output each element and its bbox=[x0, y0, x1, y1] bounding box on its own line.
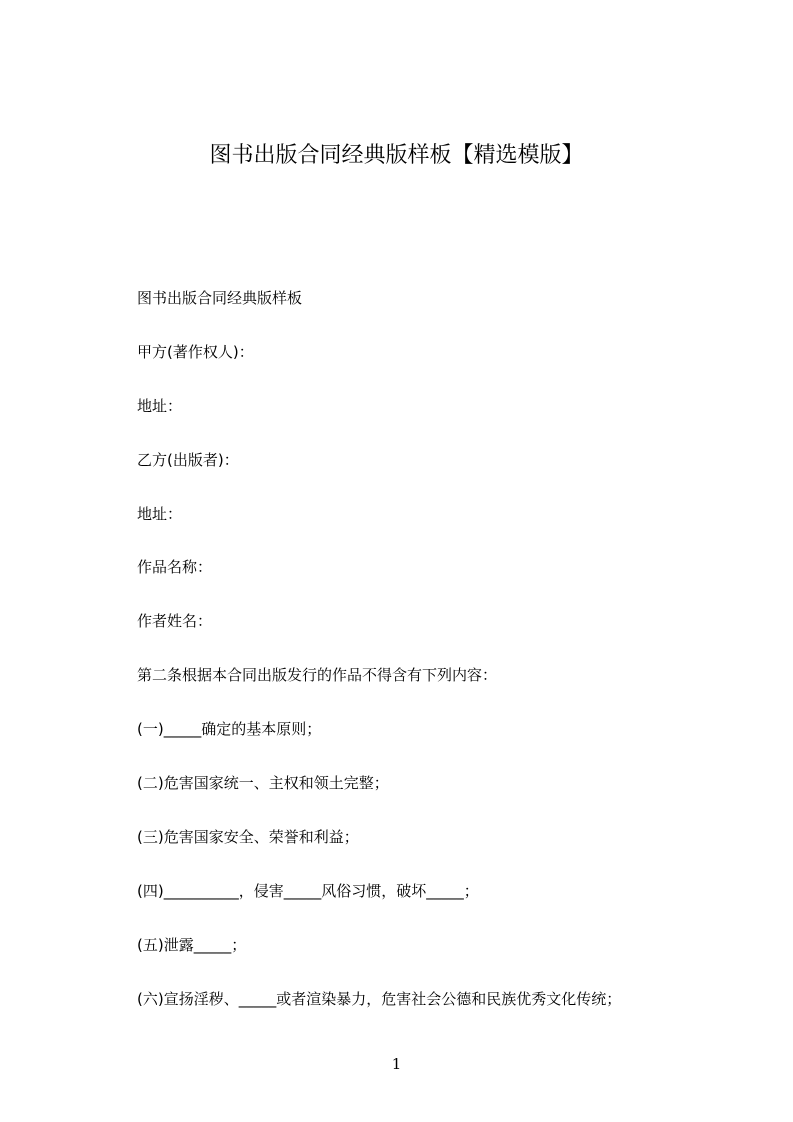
clause-item: (一)_____确定的基本原则； bbox=[137, 720, 322, 739]
article-two-heading: 第二条根据本合同出版发行的作品不得含有下列内容： bbox=[137, 666, 498, 685]
clause-item: (二)危害国家统一、主权和领土完整； bbox=[137, 774, 389, 793]
party-b-field: 乙方(出版者)： bbox=[137, 450, 239, 469]
party-a-address-field: 地址： bbox=[137, 396, 183, 415]
page-number: 1 bbox=[391, 1055, 402, 1073]
party-b-address-field: 地址： bbox=[137, 504, 183, 523]
author-name-field: 作者姓名： bbox=[137, 612, 213, 631]
document-body bbox=[137, 288, 677, 1042]
contract-subtitle: 图书出版合同经典版样板 bbox=[137, 289, 303, 307]
clause-item: (四)__________，侵害_____风俗习惯，破坏_____； bbox=[137, 881, 479, 900]
clause-item: (五)泄露_____； bbox=[137, 935, 247, 954]
work-title-field: 作品名称： bbox=[137, 558, 213, 577]
document-title: 图书出版合同经典版样板【精选模版】 bbox=[209, 143, 584, 168]
party-a-field: 甲方(著作权人)： bbox=[137, 342, 254, 361]
clause-item: (三)危害国家安全、荣誉和利益； bbox=[137, 827, 359, 846]
clause-item: (六)宣扬淫秽、_____或者渲染暴力，危害社会公德和民族优秀文化传统； bbox=[137, 989, 622, 1008]
